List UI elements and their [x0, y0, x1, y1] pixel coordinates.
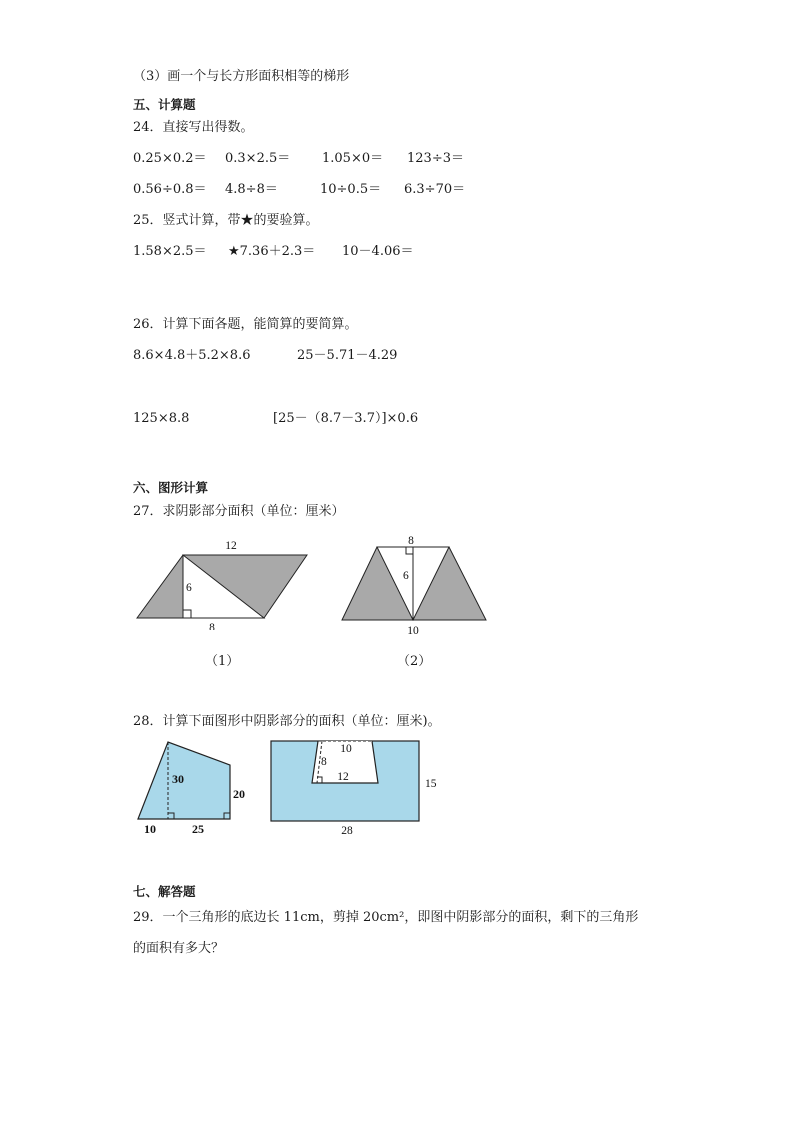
label-cut-height: 8 — [321, 756, 327, 768]
label-height: 6 — [403, 570, 409, 582]
label-height: 30 — [172, 772, 184, 786]
question-26: 26．计算下面各题，能简算的要简算。 — [133, 317, 358, 332]
q26-item: [25－（8.7－3.7）]×0.6 — [273, 411, 419, 426]
q25-item: ★7.36＋2.3＝ — [228, 244, 316, 259]
q26-item: 8.6×4.8＋5.2×8.6 — [133, 348, 251, 363]
q27-caption-2: （2） — [397, 654, 432, 669]
question-29-line-2: 的面积有多大？ — [133, 941, 225, 956]
q24-item: 4.8÷8＝ — [225, 182, 278, 197]
q27-figure-1 — [130, 535, 315, 630]
label-cut-top: 10 — [340, 743, 352, 755]
q25-item: 10－4.06＝ — [342, 244, 414, 259]
label-height: 6 — [186, 582, 192, 594]
question-27: 27．求阴影部分面积（单位：厘米） — [133, 504, 345, 519]
q24-item: 123÷3＝ — [407, 151, 464, 166]
trapezoid-shade — [138, 742, 230, 819]
q28-figure-2 — [265, 735, 445, 837]
q24-item: 0.25×0.2＝ — [133, 151, 207, 166]
label-right-side: 20 — [233, 787, 245, 801]
label-rect-width: 28 — [341, 825, 353, 837]
label-base: 10 — [407, 625, 419, 637]
label-top: 12 — [225, 540, 237, 552]
part3-text: （3）画一个与长方形面积相等的梯形 — [133, 69, 350, 84]
q25-item: 1.58×2.5＝ — [133, 244, 207, 259]
label-rect-height: 15 — [425, 778, 437, 790]
question-28: 28．计算下面图形中阴影部分的面积（单位：厘米)。 — [133, 714, 441, 729]
q24-item: 0.56÷0.8＝ — [133, 182, 207, 197]
q24-item: 10÷0.5＝ — [320, 182, 382, 197]
question-29-line-1: 29．一个三角形的底边长 11cm，剪掉 20cm²，即图中阴影部分的面积，剩下的三角形 — [133, 910, 639, 925]
label-cut-bottom: 12 — [337, 771, 349, 783]
q27-caption-1: （1） — [205, 654, 240, 669]
q27-figure-2 — [335, 532, 493, 642]
q28-figure-1 — [130, 737, 255, 837]
label-right-base: 25 — [192, 822, 204, 836]
label-left-base: 10 — [144, 822, 156, 836]
question-25: 25．竖式计算，带★的要验算。 — [133, 213, 319, 228]
q26-item: 125×8.8 — [133, 411, 190, 426]
q24-item: 6.3÷70＝ — [404, 182, 466, 197]
label-base: 8 — [209, 622, 215, 630]
q24-item: 1.05×0＝ — [322, 151, 384, 166]
question-24: 24．直接写出得数。 — [133, 120, 254, 135]
q24-item: 0.3×2.5＝ — [225, 151, 291, 166]
section-5-heading: 五、计算题 — [133, 97, 196, 112]
q26-item: 25－5.71－4.29 — [297, 348, 398, 363]
section-7-heading: 七、解答题 — [133, 884, 196, 899]
label-top: 8 — [408, 535, 414, 547]
section-6-heading: 六、图形计算 — [133, 480, 209, 495]
